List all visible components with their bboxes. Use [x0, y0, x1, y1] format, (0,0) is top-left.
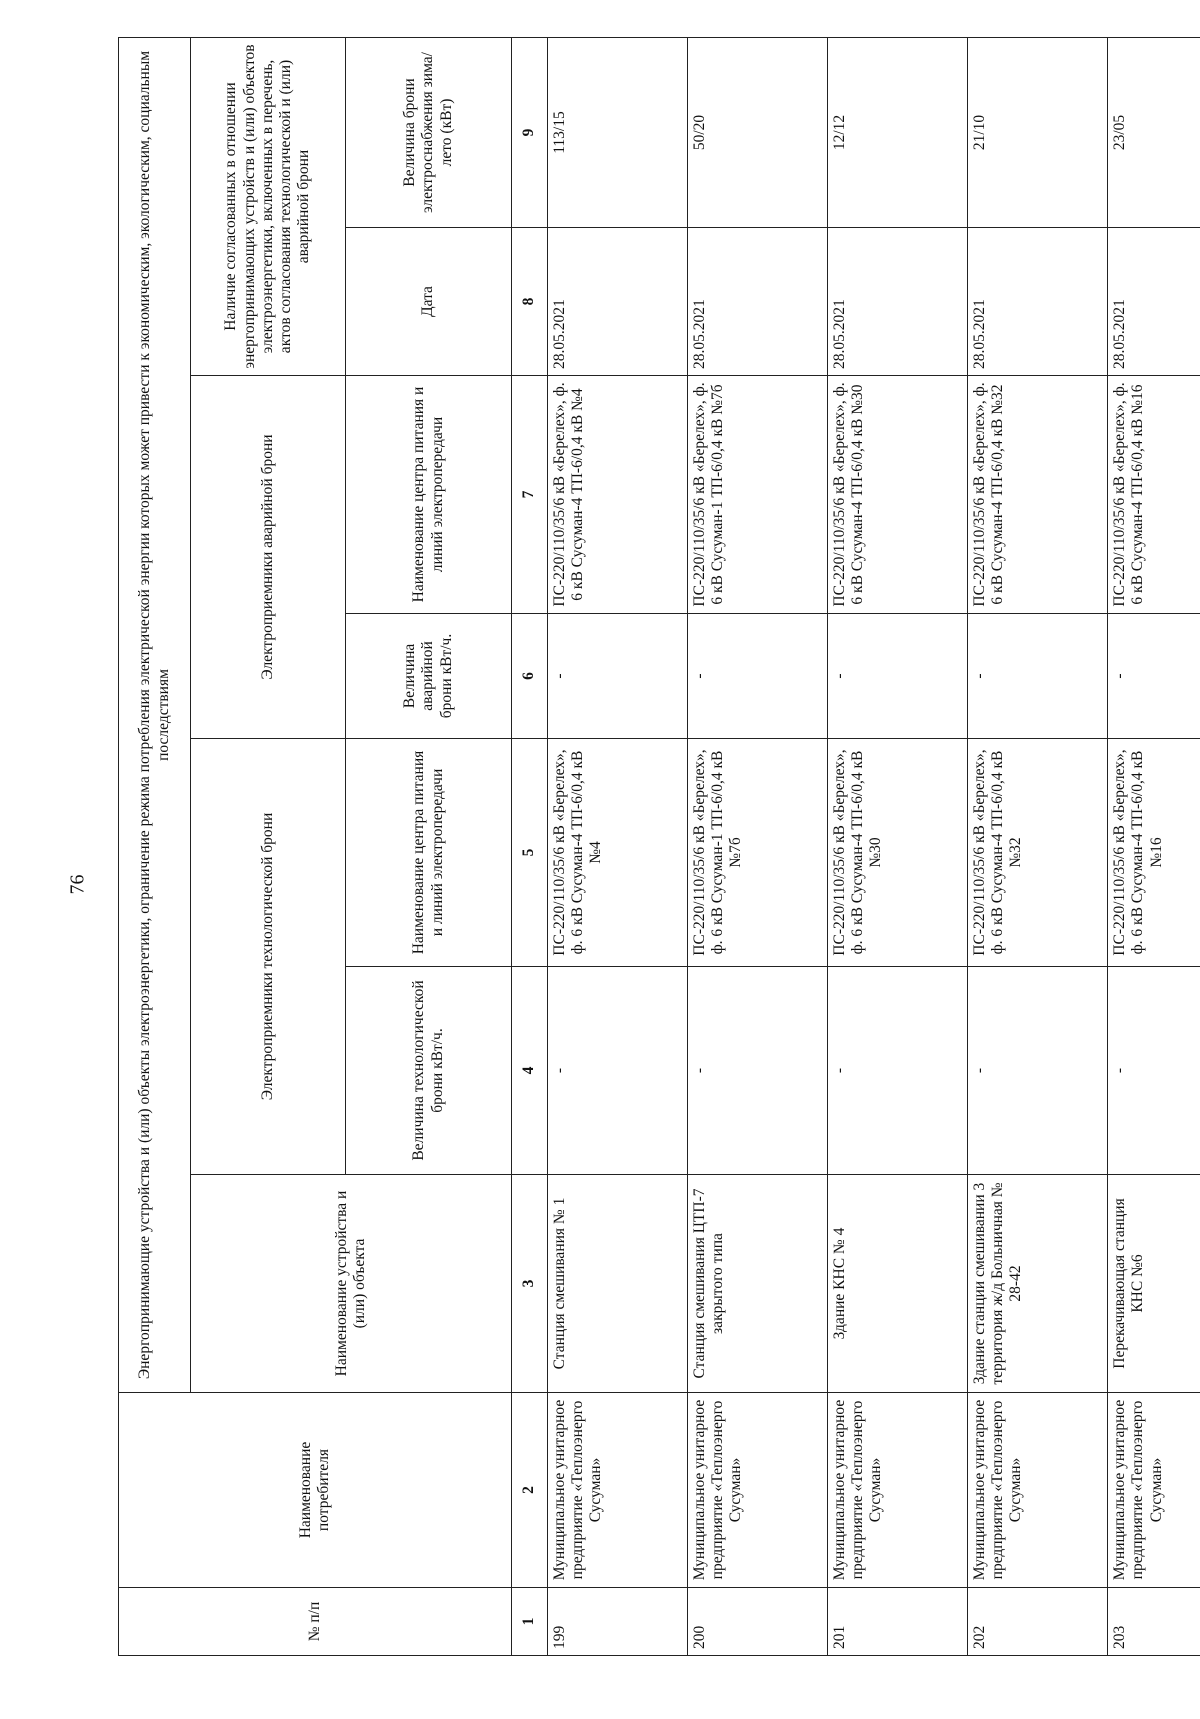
cell-tech-center: ПС-220/110/35/6 кВ «Берелех», ф. 6 кВ Сусуман-4 ТП-6/0,4 кВ №4: [547, 739, 687, 967]
table-row: [1107, 38, 1200, 1656]
cell-emerg-center: ПС-220/110/35/6 кВ «Берелех», ф. 6 кВ Сусуман-4 ТП-6/0,4 кВ №4: [547, 376, 687, 614]
cell-date: 28.05.2021: [1107, 228, 1200, 376]
cell-emerg-center: ПС-220/110/35/6 кВ «Берелех», ф. 6 кВ Сусуман-1 ТП-6/0,4 кВ №7б: [687, 376, 827, 614]
cell-reserve: 21/10: [967, 38, 1107, 228]
cell-num: 199: [547, 1588, 687, 1656]
column-number: 5: [512, 739, 548, 967]
cell-consumer: Муниципальное унитарное предприятие «Теплоэнерго Сусуман»: [547, 1393, 687, 1588]
table-row: [967, 38, 1107, 1656]
column-number: 8: [512, 228, 548, 376]
header-acts-group: Наличие согласованных в отношении энергопринимающих устройств и (или) объектов электроэнергетики, включенных в перечень, актов согласования технологической и (или) аварийной брони: [191, 38, 346, 376]
column-number: 4: [512, 967, 548, 1175]
column-number: 7: [512, 376, 548, 614]
cell-emerg-value: -: [967, 614, 1107, 739]
column-number: 2: [512, 1393, 548, 1588]
cell-emerg-center: ПС-220/110/35/6 кВ «Берелех», ф. 6 кВ Сусуман-4 ТП-6/0,4 кВ №16: [1107, 376, 1200, 614]
cell-emerg-value: -: [1107, 614, 1200, 739]
cell-emerg-value: -: [547, 614, 687, 739]
cell-object: Здание станции смешивании 3 территория ж/д Больничная № 28-42: [967, 1175, 1107, 1393]
header-emerg-value: Величина аварийной брони кВт/ч.: [346, 614, 512, 739]
cell-emerg-value: -: [827, 614, 967, 739]
header-tech-group: Электроприемники технологической брони: [191, 739, 346, 1175]
cell-object: Станция смешивания № 1: [547, 1175, 687, 1393]
cell-tech-value: -: [687, 967, 827, 1175]
cell-num: 202: [967, 1588, 1107, 1656]
cell-reserve: 23/05: [1107, 38, 1200, 228]
cell-num: 203: [1107, 1588, 1200, 1656]
cell-emerg-center: ПС-220/110/35/6 кВ «Берелех», ф. 6 кВ Сусуман-4 ТП-6/0,4 кВ №30: [827, 376, 967, 614]
cell-tech-center: ПС-220/110/35/6 кВ «Берелех», ф. 6 кВ Сусуман-4 ТП-6/0,4 кВ №16: [1107, 739, 1200, 967]
cell-consumer: Муниципальное унитарное предприятие «Теплоэнерго Сусуман»: [967, 1393, 1107, 1588]
header-group-title: Энергопринимающие устройства и (или) объекты электроэнергетики, ограничение режима потребления электрической энергии которых может привести к экономическим, экологическим, социальным последствиям: [119, 38, 191, 1393]
header-emerg-group: Электроприемники аварийной брони: [191, 376, 346, 739]
header-object: Наименование устройства и (или) объекта: [191, 1175, 512, 1393]
cell-consumer: Муниципальное унитарное предприятие «Теплоэнерго Сусуман»: [1107, 1393, 1200, 1588]
cell-num: 200: [687, 1588, 827, 1656]
column-number: 3: [512, 1175, 548, 1393]
header-tech-value: Величина технологической брони кВт/ч.: [346, 967, 512, 1175]
cell-tech-center: ПС-220/110/35/6 кВ «Берелех», ф. 6 кВ Сусуман-4 ТП-6/0,4 кВ №30: [827, 739, 967, 967]
cell-reserve: 50/20: [687, 38, 827, 228]
header-reserve: Величина брони электроснабжения зима/лето (кВт): [346, 38, 512, 228]
cell-tech-center: ПС-220/110/35/6 кВ «Берелех», ф. 6 кВ Сусуман-1 ТП-6/0,4 кВ №7б: [687, 739, 827, 967]
cell-reserve: 113/15: [547, 38, 687, 228]
cell-emerg-value: -: [687, 614, 827, 739]
header-consumer: Наименование потребителя: [119, 1393, 512, 1588]
header-num: № п/п: [119, 1588, 512, 1656]
column-number: 9: [512, 38, 548, 228]
cell-consumer: Муниципальное унитарное предприятие «Теплоэнерго Сусуман»: [687, 1393, 827, 1588]
cell-date: 28.05.2021: [967, 228, 1107, 376]
cell-tech-value: -: [1107, 967, 1200, 1175]
page-number: 76: [66, 874, 89, 895]
cell-tech-value: -: [547, 967, 687, 1175]
cell-emerg-center: ПС-220/110/35/6 кВ «Берелех», ф. 6 кВ Сусуман-4 ТП-6/0,4 кВ №32: [967, 376, 1107, 614]
header-tech-center: Наименование центра питания и линий электропередачи: [346, 739, 512, 967]
rotated-table-container: [118, 38, 1200, 1656]
cell-tech-value: -: [967, 967, 1107, 1175]
table-row: [827, 38, 967, 1656]
column-number: 6: [512, 614, 548, 739]
header-emerg-center: Наименование центра питания и линий электропередачи: [346, 376, 512, 614]
cell-reserve: 12/12: [827, 38, 967, 228]
cell-consumer: Муниципальное унитарное предприятие «Теплоэнерго Сусуман»: [827, 1393, 967, 1588]
cell-date: 28.05.2021: [827, 228, 967, 376]
cell-date: 28.05.2021: [547, 228, 687, 376]
cell-object: Перекачивающая станция КНС №6: [1107, 1175, 1200, 1393]
cell-tech-center: ПС-220/110/35/6 кВ «Берелех», ф. 6 кВ Сусуман-4 ТП-6/0,4 кВ №32: [967, 739, 1107, 967]
cell-object: Здание КНС № 4: [827, 1175, 967, 1393]
cell-object: Станция смешивания ЦТП-7 закрытого типа: [687, 1175, 827, 1393]
header-date: Дата: [346, 228, 512, 376]
column-number: 1: [512, 1588, 548, 1656]
cell-num: 201: [827, 1588, 967, 1656]
cell-tech-value: -: [827, 967, 967, 1175]
column-number-row: [512, 38, 548, 1656]
table-row: [687, 38, 827, 1656]
cell-date: 28.05.2021: [687, 228, 827, 376]
table-row: [547, 38, 687, 1656]
consumers-table: [118, 37, 1200, 1656]
